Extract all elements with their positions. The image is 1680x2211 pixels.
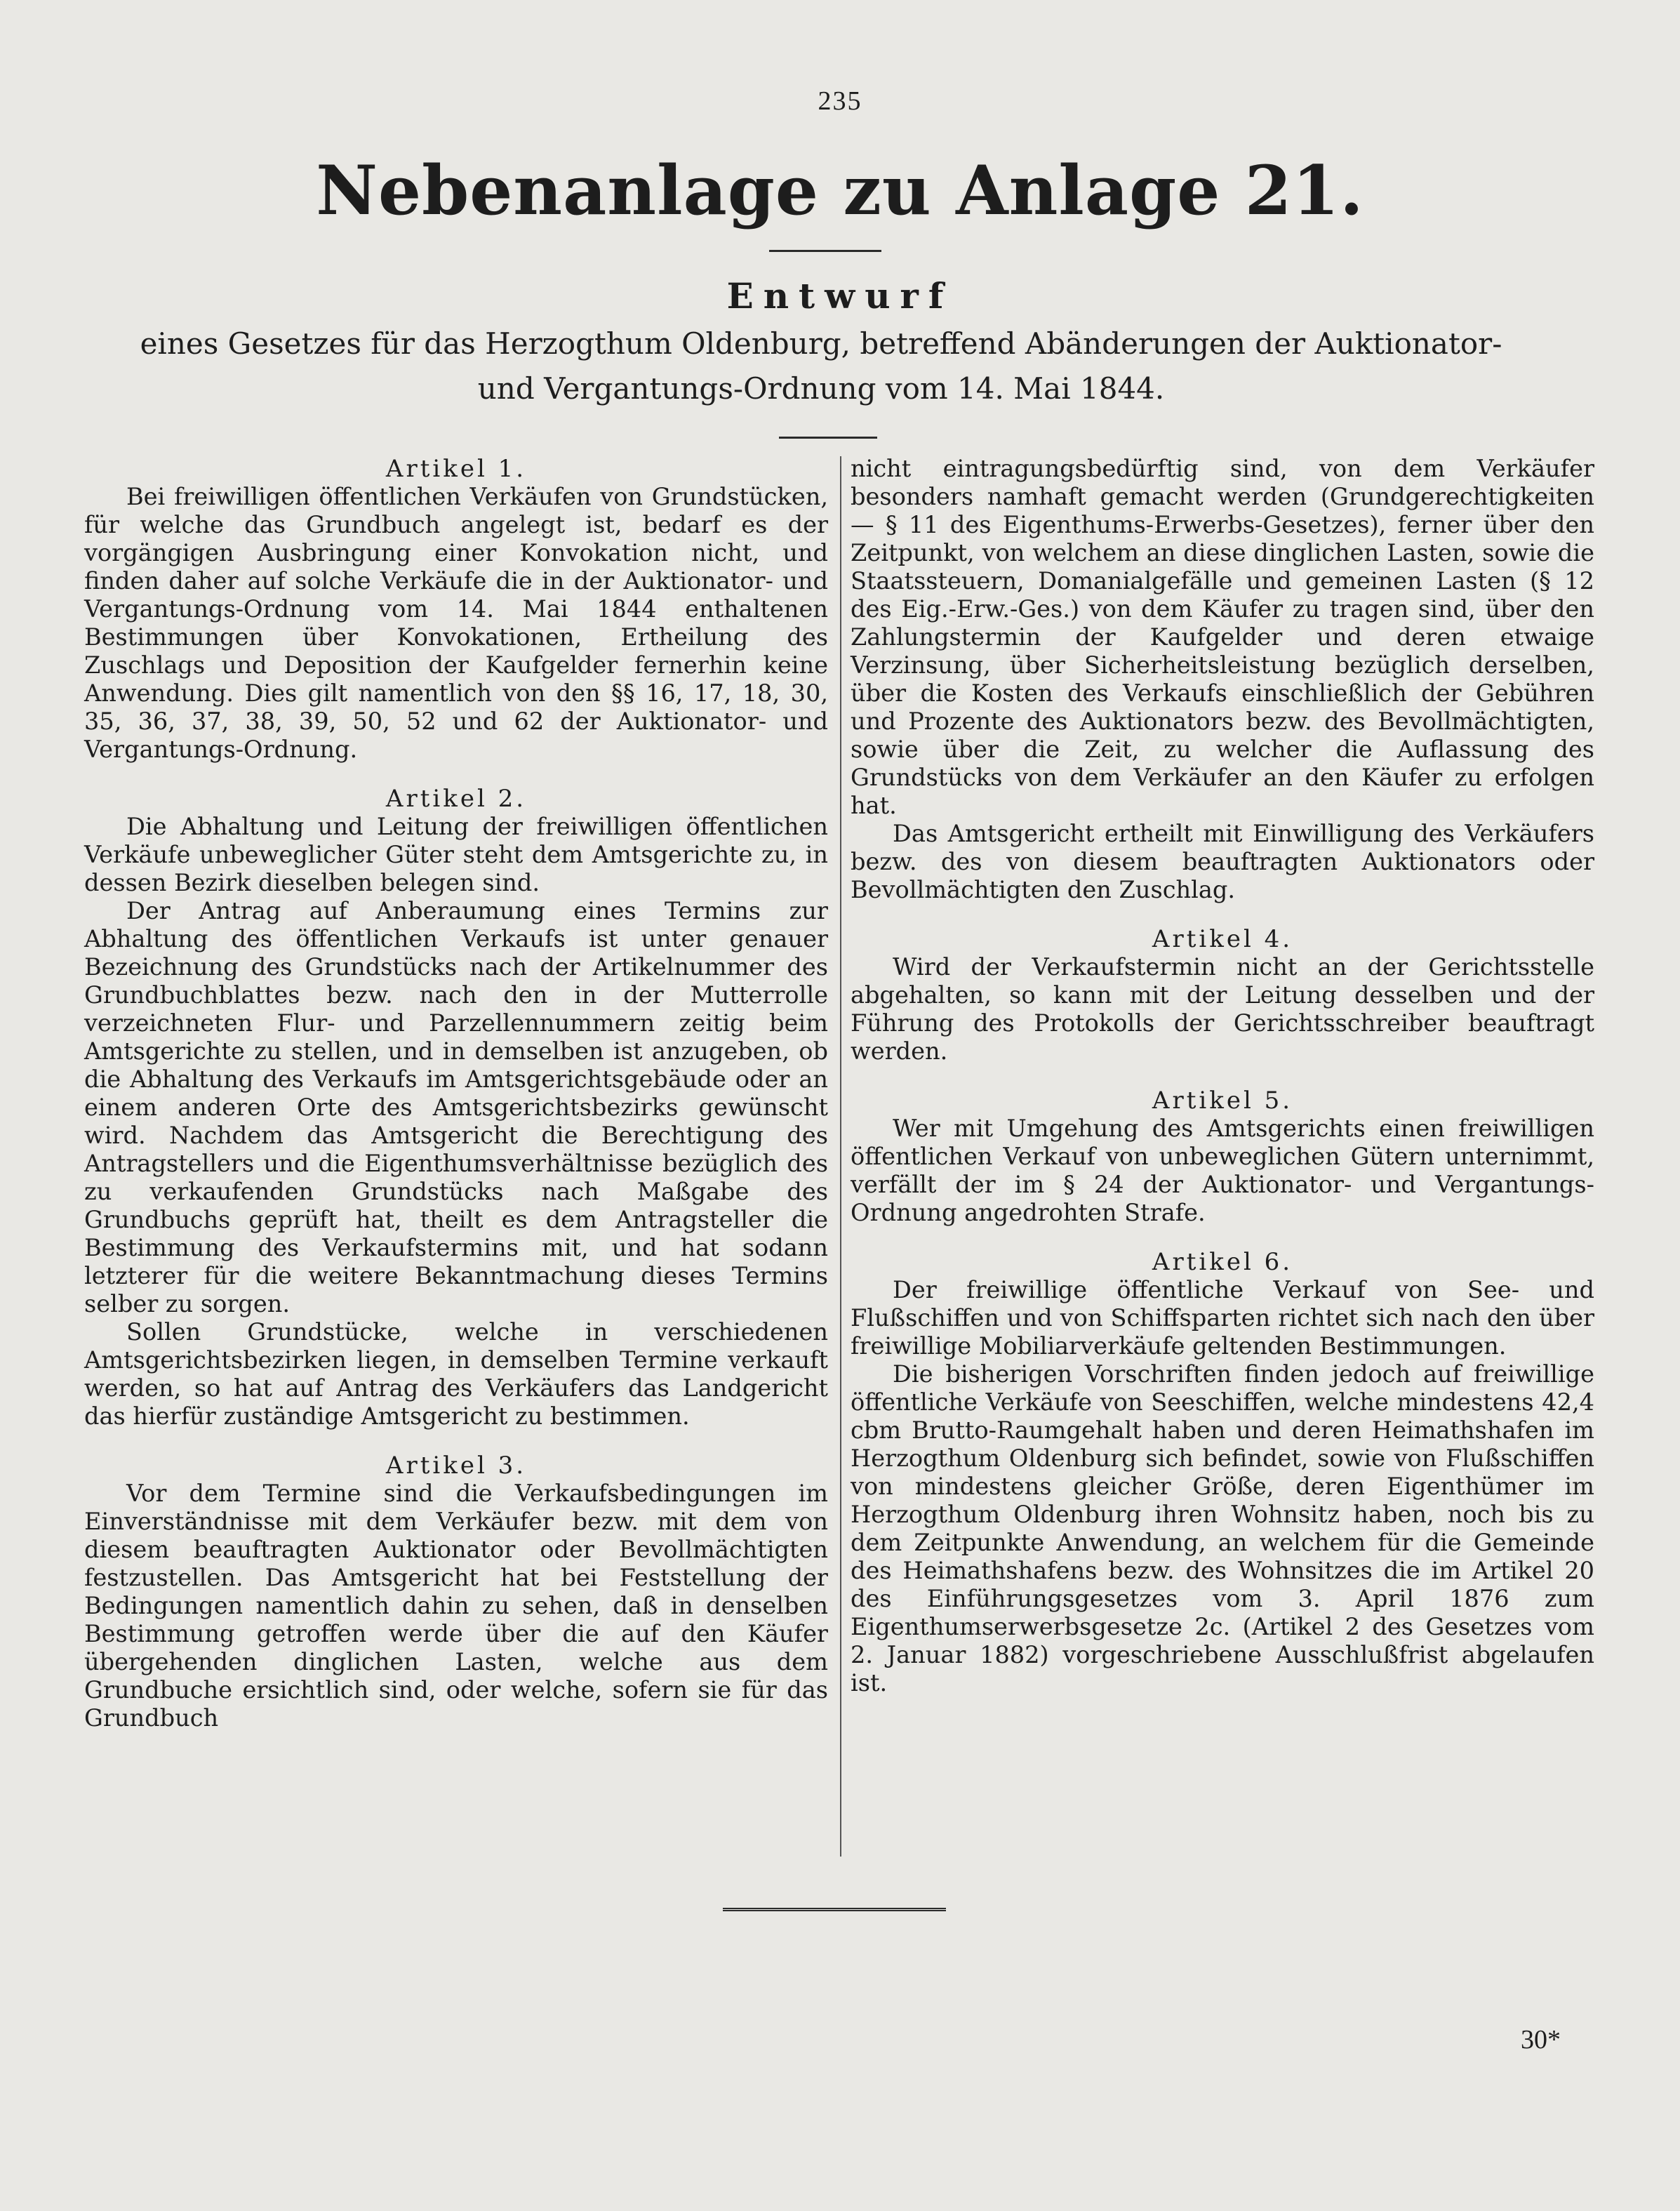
article-paragraph-continuation: nicht eintragungsbedürftig sind, von dem Verkäufer besonders namhaft gemacht werden (Grundgerechtigkeiten — § 11 des Eigenthums-Erwerbs-Gesetzes), ferner über den Zeitpunkt, von welchem an diese dinglichen Lasten, sowie die Staatssteuern, Domanialgefälle und gemeinen Lasten (§ 12 des Eig.-Erw.-Ges.) von dem Käufer zu tragen sind, über den Zahlungstermin der Kaufgelder und deren etwaige Verzinsung, über Sicherheitsleistung bezüglich derselben, über die Kosten des Verkaufs einschließlich der Gebühren und Prozente des Auktionators bezw. des Bevollmächtigten, sowie über die Zeit, zu welcher die Auflassung des Grundstücks von dem Verkäufer an den Käufer zu erfolgen hat. [851, 455, 1594, 819]
document-subtitle: Entwurf [726, 275, 954, 317]
left-column [84, 455, 828, 1753]
article-4 [851, 925, 1594, 1065]
article-paragraph: Das Amtsgericht ertheilt mit Einwilligung des Verkäufers bezw. des von diesem beauftragten Auktionators oder Bevollmächtigten den Zuschlag. [851, 820, 1594, 903]
article-1 [84, 455, 828, 764]
right-column [851, 455, 1594, 1718]
article-6 [851, 1248, 1594, 1697]
article-heading: Artikel 2. [385, 785, 527, 813]
article-paragraph: Die bisherigen Vorschriften finden jedoch auf freiwillige öffentliche Verkäufe von Seeschiffen, welche mindestens 42,4 cbm Brutto-Raumgehalt haben und deren Heimathshafen im Herzogthum Oldenburg sich befindet, sowie von Flußschiffen von mindestens gleicher Größe, deren Eigenthümer im Herzogthum Oldenburg ihren Wohnsitz haben, noch bis zu dem Zeitpunkte Anwendung, an welchem für die Gemeinde des Heimathshafens bezw. des Wohnsitzes die im Artikel 20 des Einführungsgesetzes vom 3. April 1876 zum Eigenthumserwerbsgesetze 2c. (Artikel 2 des Gesetzes vom 2. Januar 1882) vorgeschriebene Ausschlußfrist abgelaufen ist. [851, 1360, 1594, 1697]
article-3-continued [851, 455, 1594, 904]
article-paragraph: Vor dem Termine sind die Verkaufsbedingungen im Einverständnisse mit dem Verkäufer bezw. mit dem von diesem beauftragten Auktionator oder Bevollmächtigten festzustellen. Das Amtsgericht hat bei Feststellung der Bedingungen namentlich dahin zu sehen, daß in denselben Bestimmung getroffen werde über die auf den Käufer übergehenden dinglichen Lasten, welche aus dem Grundbuche ersichtlich sind, oder welche, sofern sie für das Grundbuch [84, 1480, 828, 1732]
page-number: 235 [818, 86, 862, 116]
article-paragraph: Der Antrag auf Anberaumung eines Termins zur Abhaltung des öffentlichen Verkaufs ist unter genauer Bezeichnung des Grundstücks nach der Artikelnummer des Grundbuchblattes bezw. nach den in der Mutterrolle verzeichneten Flur- und Parzellennummern zeitig beim Amtsgerichte zu stellen, und in demselben ist anzugeben, ob die Abhaltung des Verkaufs im Amtsgerichtsgebäude oder an einem anderen Orte des Amtsgerichtsbezirks gewünscht wird. Nachdem das Amtsgericht die Berechtigung des Antragstellers und die Eigenthumsverhältnisse bezüglich des zu verkaufenden Grundstücks nach Maßgabe des Grundbuchs geprüft hat, theilt es dem Antragsteller die Bestimmung des Verkaufstermins mit, und hat sodann letzterer für die weitere Bekanntmachung dieses Termins selber zu sorgen. [84, 897, 828, 1317]
intro-divider [779, 437, 877, 439]
article-paragraph: Wer mit Umgehung des Amtsgerichts einen freiwilligen öffentlichen Verkauf von unbeweglichen Gütern unternimmt, verfällt der im § 24 der Auktionator- und Vergantungs-Ordnung angedrohten Strafe. [851, 1115, 1594, 1226]
column-divider [840, 456, 841, 1857]
article-paragraph: Der freiwillige öffentliche Verkauf von See- und Flußschiffen und von Schiffsparten richtet sich nach den über freiwillige Mobiliarverkäufe geltenden Bestimmungen. [851, 1276, 1594, 1360]
article-paragraph: Wird der Verkaufstermin nicht an der Gerichtsstelle abgehalten, so kann mit der Leitung desselben und der Führung des Protokolls der Gerichtsschreiber beauftragt werden. [851, 953, 1594, 1065]
page-title: Nebenanlage zu Anlage 21. [316, 151, 1364, 230]
article-heading: Artikel 3. [385, 1452, 527, 1480]
end-divider [723, 1908, 946, 1911]
article-heading: Artikel 5. [1152, 1087, 1293, 1115]
article-heading: Artikel 1. [385, 455, 527, 483]
article-paragraph: Bei freiwilligen öffentlichen Verkäufen von Grundstücken, für welche das Grundbuch angelegt ist, bedarf es der vorgängigen Ausbringung einer Konvokation nicht, und finden daher auf solche Verkäufe die in der Auktionator- und Vergantungs-Ordnung vom 14. Mai 1844 enthaltenen Bestimmungen über Konvokationen, Ertheilung des Zuschlags und Deposition der Kaufgelder fernerhin keine Anwendung. Dies gilt namentlich von den §§ 16, 17, 18, 30, 35, 36, 37, 38, 39, 50, 52 und 62 der Auktionator- und Vergantungs-Ordnung. [84, 483, 828, 763]
article-3 [84, 1452, 828, 1732]
article-heading: Artikel 6. [1152, 1248, 1293, 1276]
article-5 [851, 1087, 1594, 1227]
article-heading: Artikel 4. [1152, 925, 1293, 953]
article-2 [84, 785, 828, 1430]
signature-mark: 30* [1521, 2025, 1561, 2054]
document-intro: eines Gesetzes für das Herzogthum Oldenburg, betreffend Abänderungen der Auktionator- und Vergantungs-Ordnung vom 14. Mai 1844. [140, 326, 1502, 406]
article-paragraph: Sollen Grundstücke, welche in verschiedenen Amtsgerichtsbezirken liegen, in demselben Termine verkauft werden, so hat auf Antrag des Verkäufers das Landgericht das hierfür zuständige Amtsgericht zu bestimmen. [84, 1318, 828, 1430]
article-paragraph: Die Abhaltung und Leitung der freiwilligen öffentlichen Verkäufe unbeweglicher Güter steht dem Amtsgerichte zu, in dessen Bezirk dieselben belegen sind. [84, 813, 828, 896]
title-divider [769, 250, 881, 252]
